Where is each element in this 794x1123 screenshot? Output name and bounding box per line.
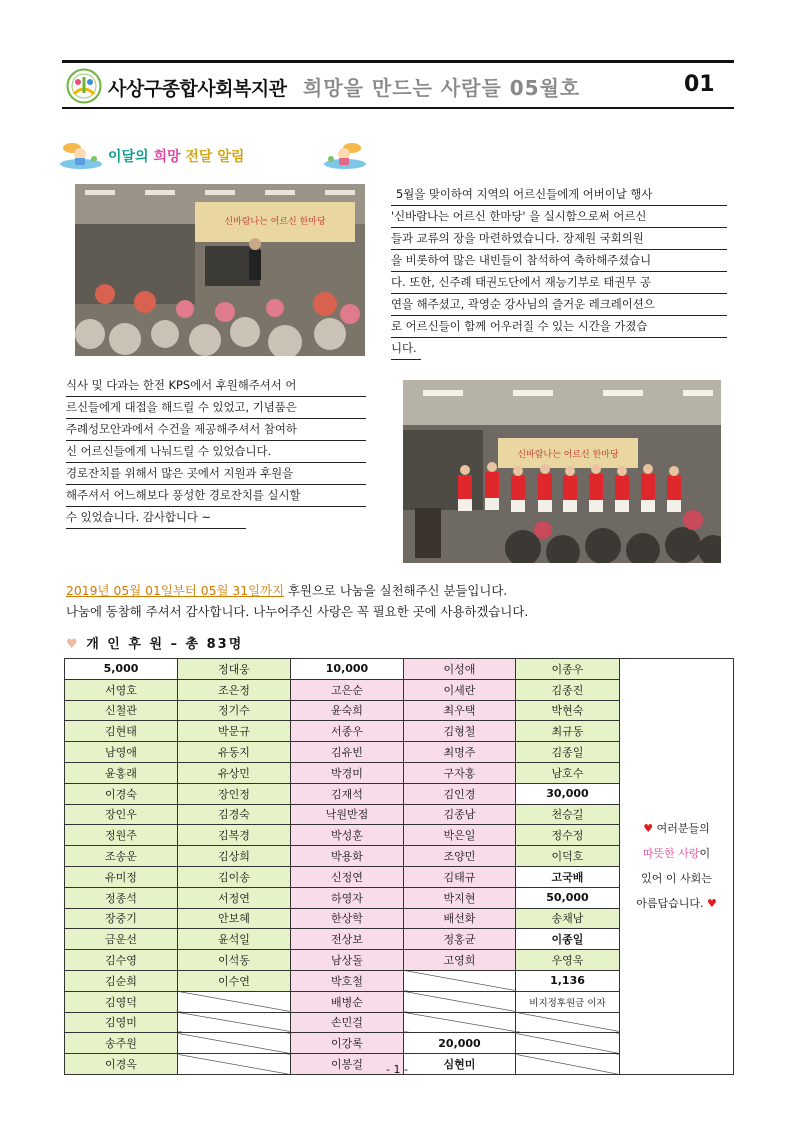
donor-cell: 신정연 [291,866,404,887]
newsletter-title: 희망을 만드는 사람들 05월호 [303,76,581,100]
donor-cell [404,991,516,1012]
donor-cell: 윤숙희 [291,700,404,721]
donor-cell: 윤홍래 [65,762,178,783]
side-message-highlight: 따뜻한 사랑 [642,847,700,861]
donor-table [64,658,734,1075]
donor-cell: 심현미 [404,1054,516,1075]
donor-cell: 김인경 [404,783,516,804]
paragraph-line: 니다. [391,338,421,360]
donor-cell: 박용화 [291,846,404,867]
donor-cell: 안보혜 [178,908,291,929]
heart-icon: ♥ [66,637,80,652]
donor-cell: 박현숙 [516,700,620,721]
donor-cell: 이강록 [291,1033,404,1054]
donor-cell: 정대웅 [178,659,291,680]
donor-cell: 김유빈 [291,742,404,763]
donor-cell: 송주원 [65,1033,178,1054]
donor-cell: 김종남 [404,804,516,825]
donor-cell: 박경미 [291,762,404,783]
photo1-banner-text: 신바람나는 어르신 한마당 [224,217,326,227]
donor-cell: 김재석 [291,783,404,804]
donor-cell: 송채남 [516,908,620,929]
donor-cell: 최명주 [404,742,516,763]
donor-cell: 신철관 [65,700,178,721]
donor-cell: 유상민 [178,762,291,783]
character-deco-icon [322,140,368,170]
page-footer: - 1 - [386,1063,408,1076]
donor-cell: 김태규 [404,866,516,887]
donor-cell [404,1012,516,1033]
donor-cell: 박성훈 [291,825,404,846]
donor-cell: 우영욱 [516,950,620,971]
sponsor-count-label: 개 인 후 원 – 총 83명 [86,637,244,652]
notice-line2: 나눔에 동참해 주셔서 감사합니다. 나누어주신 사랑은 꼭 필요한 곳에 사용하겠습니다. [66,604,529,619]
donor-cell: 이세란 [404,679,516,700]
donor-cell: 배선화 [404,908,516,929]
donor-cell: 30,000 [516,783,620,804]
donation-period: 2019년 05월 01일부터 05월 31일까지 [66,583,285,598]
donor-cell: 전상보 [291,929,404,950]
side-message-line2: 이 [699,847,711,861]
side-message [620,659,734,1075]
org-name: 사상구종합사회복지관 [108,78,287,100]
paragraph-event-intro [391,184,727,360]
donor-cell: 조은정 [178,679,291,700]
header-top-rule [62,60,734,63]
donor-cell: 유동지 [178,742,291,763]
donor-cell: 유미정 [65,866,178,887]
section-title-part3: 전달 알림 [185,149,245,165]
donor-cell: 이경숙 [65,783,178,804]
donor-cell [178,1012,291,1033]
sponsor-section-title [66,633,243,652]
donor-cell: 김경숙 [178,804,291,825]
donor-cell: 장인우 [65,804,178,825]
donor-cell: 낙원반점 [291,804,404,825]
paragraph-line: 식사 및 다과는 한전 KPS에서 후원해주셔서 어 [66,375,366,397]
donor-cell [516,1033,620,1054]
donor-cell: 고국배 [516,866,620,887]
donor-cell: 이수연 [178,970,291,991]
donor-cell: 김종일 [516,742,620,763]
donor-cell: 김수영 [65,950,178,971]
page-number: 01 [684,72,715,97]
donor-cell: 장인정 [178,783,291,804]
header-bottom-rule [62,107,734,109]
donor-cell: 정종석 [65,887,178,908]
donor-cell: 윤석일 [178,929,291,950]
section-title-part2: 희망 [153,149,181,165]
donor-cell: 남상돌 [291,950,404,971]
donor-cell: 박호철 [291,970,404,991]
side-message-line4: 아름답습니다. [636,897,704,911]
paragraph-line: 로 어르신들이 함께 어우러질 수 있는 시간을 가졌습 [391,316,727,338]
donor-cell: 금운선 [65,929,178,950]
donor-cell: 김현태 [65,721,178,742]
donor-cell: 이석동 [178,950,291,971]
photo2-banner-text: 신바람나는 어르신 한마당 [517,450,619,460]
donor-cell: 하영자 [291,887,404,908]
donor-cell: 김순희 [65,970,178,991]
donation-notice [66,580,528,622]
paragraph-line: 수 있었습니다. 감사합니다 ~ [66,507,246,529]
donor-cell: 이경옥 [65,1054,178,1075]
donor-cell: 남영애 [65,742,178,763]
table-row [65,659,734,680]
section-title [108,146,244,166]
donor-cell: 이종우 [516,659,620,680]
donor-cell: 김영덕 [65,991,178,1012]
donor-cell: 이덕호 [516,846,620,867]
donor-cell: 비지정후원금 이자 [516,991,620,1012]
donor-cell: 김상희 [178,846,291,867]
donor-cell: 최규동 [516,721,620,742]
heart-icon: ♥ [703,897,717,911]
donor-cell: 이봉걸 [291,1054,404,1075]
paragraph-line: 연을 해주셨고, 곽영순 강사님의 즐거운 레크레이션으 [391,294,727,316]
donor-cell [516,1012,620,1033]
donor-cell: 김복경 [178,825,291,846]
paragraph-line: 경로잔치를 위해서 많은 곳에서 지원과 후원을 [66,463,366,485]
logo-icon [66,68,102,104]
donor-cell: 장중기 [65,908,178,929]
section-title-part1: 이달의 [108,149,149,165]
donor-cell: 고은순 [291,679,404,700]
donor-cell: 손민걸 [291,1012,404,1033]
paragraph-line: 들과 교류의 장을 마련하였습니다. 장제원 국회의원 [391,228,727,250]
character-deco-icon [58,140,104,170]
donor-cell: 박지현 [404,887,516,908]
event-photo-taekwondo [403,380,721,563]
donor-cell: 1,136 [516,970,620,991]
donor-cell: 구자홍 [404,762,516,783]
donor-cell: 천승길 [516,804,620,825]
donor-cell: 김영미 [65,1012,178,1033]
donor-cell: 서종우 [291,721,404,742]
donor-cell: 조양민 [404,846,516,867]
paragraph-line: 해주셔서 어느해보다 풍성한 경로잔치를 실시할 [66,485,366,507]
donor-cell: 50,000 [516,887,620,908]
paragraph-line: 신 어르신들에게 나눠드릴 수 있었습니다. [66,441,366,463]
side-message-line3: 있어 이 사회는 [641,872,712,886]
donor-cell: 박문규 [178,721,291,742]
donor-cell: 5,000 [65,659,178,680]
paragraph-line: '신바람나는 어르신 한마당' 을 실시함으로써 어르신 [391,206,727,228]
donor-cell: 정수정 [516,825,620,846]
donor-cell: 최우택 [404,700,516,721]
donor-cell: 김이송 [178,866,291,887]
donor-cell: 박은일 [404,825,516,846]
heart-icon: ♥ [643,822,657,836]
donor-cell: 20,000 [404,1033,516,1054]
paragraph-event-thanks [66,375,366,529]
donor-cell: 고영희 [404,950,516,971]
paragraph-line: 다. 또한, 신주례 태권도단에서 재능기부로 태권무 공 [391,272,727,294]
notice-line1-rest: 후원으로 나눔을 실천해주신 분들입니다. [284,583,508,598]
donor-cell: 정홍균 [404,929,516,950]
donor-cell [404,970,516,991]
donor-cell: 김종진 [516,679,620,700]
event-photo-speech [75,184,365,356]
donor-cell: 10,000 [291,659,404,680]
donor-cell: 정원주 [65,825,178,846]
donor-cell: 이성애 [404,659,516,680]
paragraph-line: 주례성모안과에서 수건을 제공해주셔서 참여하 [66,419,366,441]
donor-cell: 한상학 [291,908,404,929]
donor-cell: 이종일 [516,929,620,950]
donor-cell: 정기수 [178,700,291,721]
paragraph-line: 르신들에게 대접을 해드릴 수 있었고, 기념품은 [66,397,366,419]
donor-cell: 조송운 [65,846,178,867]
donor-cell: 서정연 [178,887,291,908]
donor-cell: 서영호 [65,679,178,700]
donor-cell: 남호수 [516,762,620,783]
paragraph-line: 5월을 맞이하여 지역의 어르신들에게 어버이날 행사 [391,184,727,206]
paragraph-line: 을 비롯하여 많은 내빈들이 참석하여 축하해주셨습니 [391,250,727,272]
side-message-line1: 여러분들의 [656,822,710,836]
donor-cell: 김형철 [404,721,516,742]
donor-cell [178,991,291,1012]
donor-cell [178,1033,291,1054]
donor-cell: 배병순 [291,991,404,1012]
